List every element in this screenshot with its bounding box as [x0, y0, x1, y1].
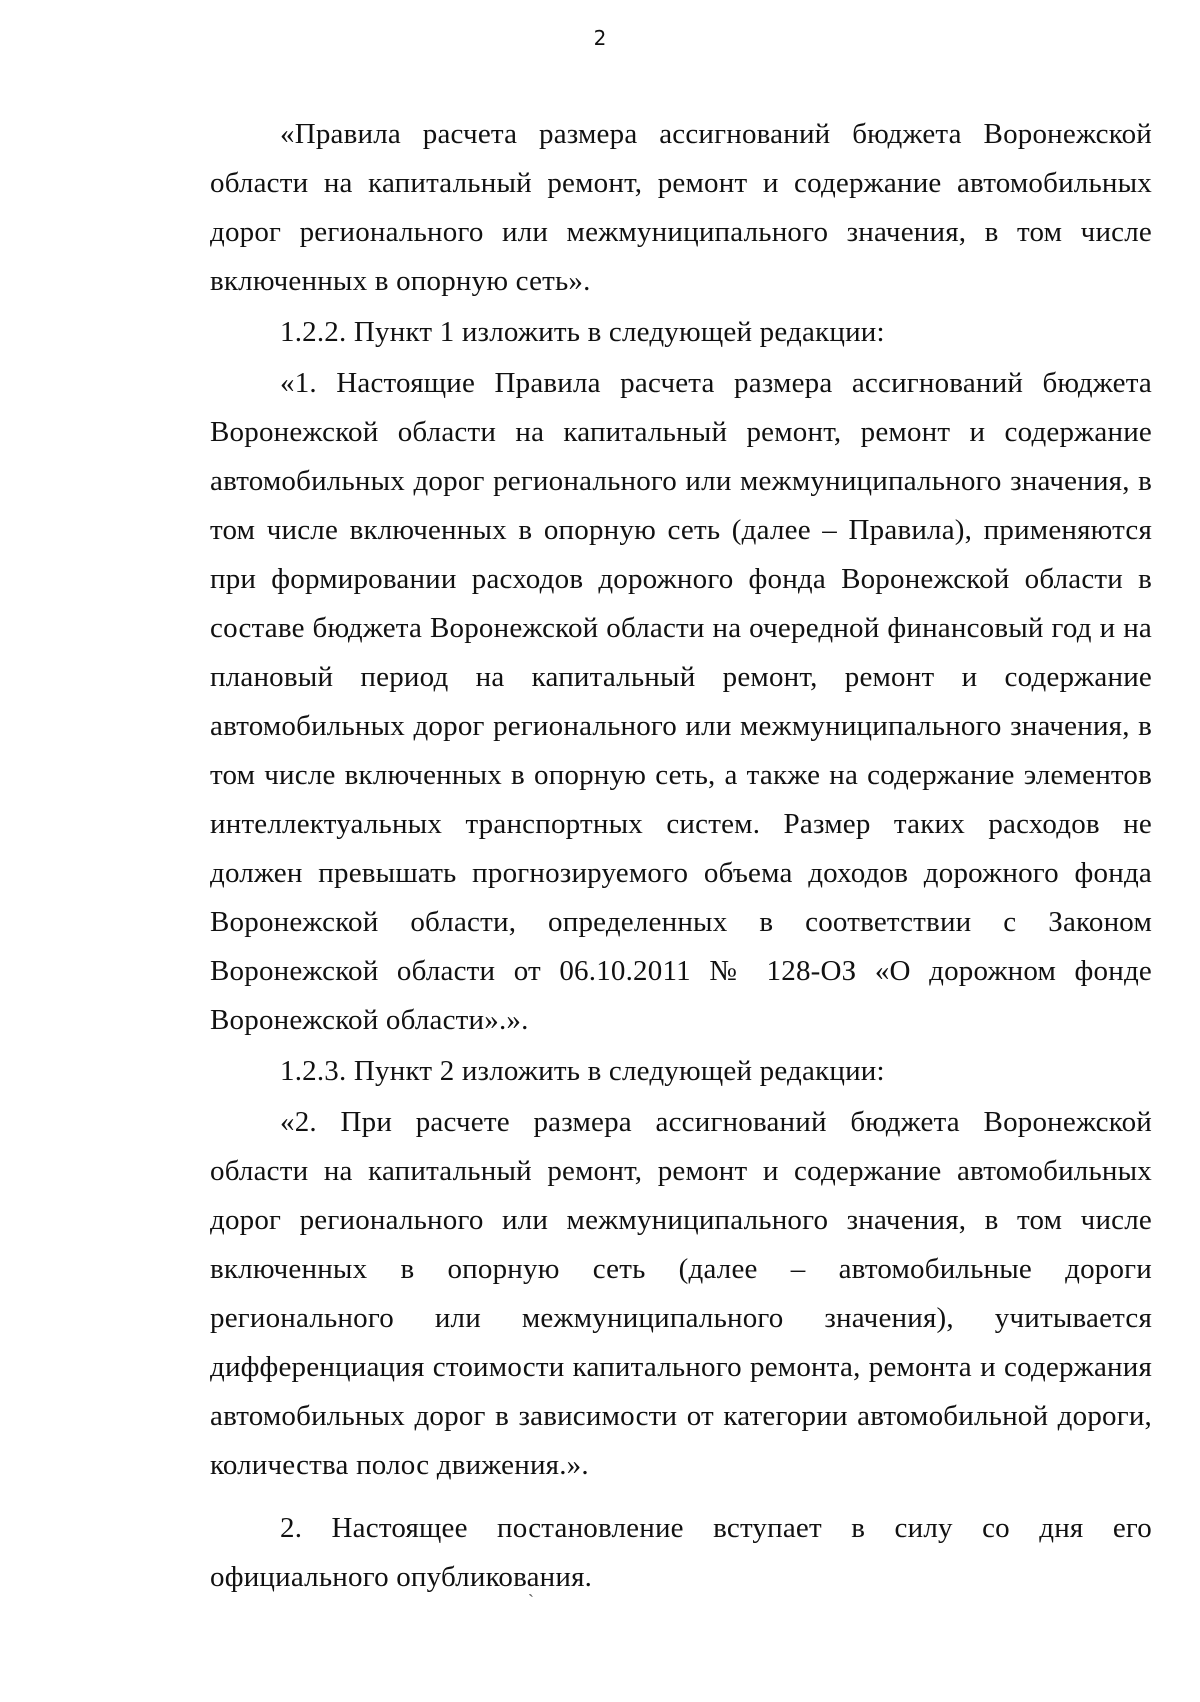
page-number: 2 — [593, 26, 607, 50]
paragraph-rules-item-2: «2. При расчете размера ассигнований бюджета Воронежской области на капитальный ремонт, ремонт и содержание автомобильных дорог регионального или межмуниципального значения, в том числе включенных в опорную сеть (далее – автомобильные дороги регионального или межмуниципального значения), учитывается дифференциация стоимости капитального ремонта, ремонта и содержания автомобильных дорог в зависимости от категории автомобильной дороги, количества полос движения.». — [210, 1106, 1152, 1481]
paragraph-rules-title: «Правила расчета размера ассигнований бюджета Воронежской области на капитальный ремонт, ремонт и содержание автомобильных дорог регионального или межмуниципального значения, в том числе включенных в опорную сеть». — [210, 118, 1152, 297]
paragraph-entry-into-force: 2. Настоящее постановление вступает в силу со дня его официального опубликования. — [210, 1512, 1152, 1593]
document-body — [210, 110, 1152, 1602]
scan-artifact: ˋ — [528, 1591, 534, 1611]
paragraph-amendment-1-2-2: 1.2.2. Пункт 1 изложить в следующей редакции: — [280, 316, 885, 348]
paragraph-rules-item-1: «1. Настоящие Правила расчета размера ассигнований бюджета Воронежской области на капитальный ремонт, ремонт и содержание автомобильных дорог регионального или межмуниципального значения, в том числе включенных в опорную сеть (далее – Правила), применяются при формировании расходов дорожного фонда Воронежской области в составе бюджета Воронежской области на очередной финансовый год и на плановый период на капитальный ремонт, ремонт и содержание автомобильных дорог регионального или межмуниципального значения, в том числе включенных в опорную сеть, а также на содержание элементов интеллектуальных транспортных систем. Размер таких расходов не должен превышать прогнозируемого объема доходов дорожного фонда Воронежской области, определенных в соответствии с Законом Воронежской области от 06.10.2011 № 128-ОЗ «О дорожном фонде Воронежской области».». — [210, 367, 1152, 1036]
paragraph-amendment-1-2-3: 1.2.3. Пункт 2 изложить в следующей редакции: — [280, 1055, 885, 1087]
